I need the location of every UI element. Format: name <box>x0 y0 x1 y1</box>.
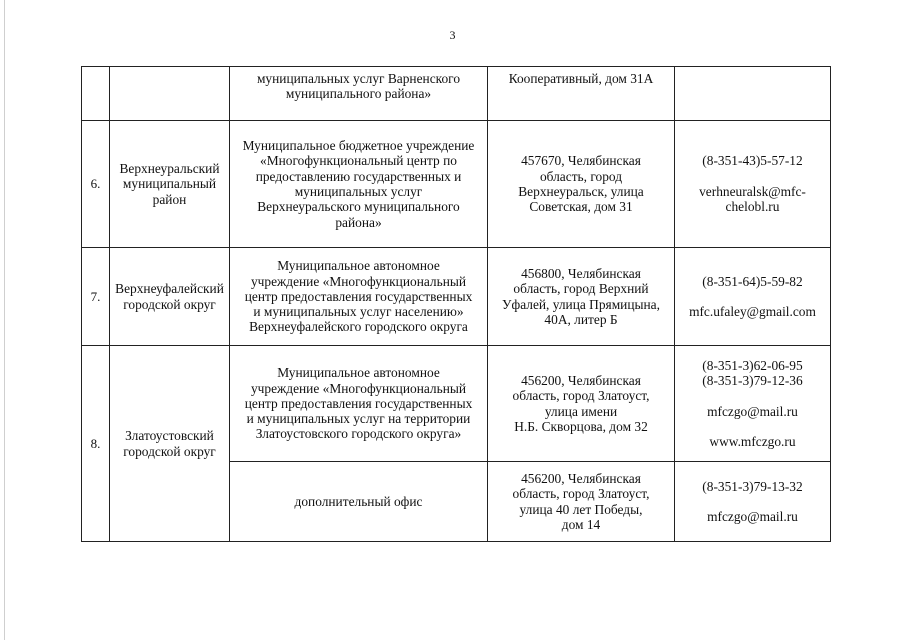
contacts-cell: (8-351-3)79-13-32 mfczgo@mail.ru <box>675 462 831 542</box>
page-number: 3 <box>449 28 456 42</box>
table-row <box>82 346 831 462</box>
address-cell: 456200, Челябинская область, город Златоуст, улица имени Н.Б. Скворцова, дом 32 <box>488 346 675 462</box>
contacts-cell <box>675 67 831 121</box>
organization-cell: Муниципальное автономное учреждение «Многофункциональный центр предоставления государственных и муниципальных услуг на территории Златоустовского городского округа» <box>230 346 488 462</box>
municipality-cell: Златоустовский городской округ <box>110 346 230 542</box>
address-cell: 457670, Челябинская область, город Верхнеуральск, улица Советская, дом 31 <box>488 121 675 248</box>
table-row <box>82 248 831 346</box>
mfc-offices-table <box>81 66 831 542</box>
page-edge-line <box>4 0 5 640</box>
row-number-cell: 8. <box>82 346 110 542</box>
organization-cell: муниципальных услуг Варненского муниципального района» <box>230 67 488 121</box>
contacts-cell: (8-351-64)5-59-82 mfc.ufaley@gmail.com <box>675 248 831 346</box>
municipality-cell: Верхнеуфалейский городской округ <box>110 248 230 346</box>
table-row <box>82 121 831 248</box>
municipality-cell <box>110 67 230 121</box>
row-number-cell: 7. <box>82 248 110 346</box>
table-row <box>82 67 831 121</box>
row-number-cell: 6. <box>82 121 110 248</box>
contacts-cell: (8-351-43)5-57-12 verhneuralsk@mfc- chelobl.ru <box>675 121 831 248</box>
organization-cell: Муниципальное бюджетное учреждение «Многофункциональный центр по предоставлению государственных и муниципальных услуг Верхнеуральского муниципального района» <box>230 121 488 248</box>
organization-cell: дополнительный офис <box>230 462 488 542</box>
row-number-cell <box>82 67 110 121</box>
address-cell: 456800, Челябинская область, город Верхний Уфалей, улица Прямицына, 40А, литер Б <box>488 248 675 346</box>
municipality-cell: Верхнеуральский муниципальный район <box>110 121 230 248</box>
address-cell: Кооперативный, дом 31А <box>488 67 675 121</box>
organization-cell: Муниципальное автономное учреждение «Многофункциональный центр предоставления государственных и муниципальных услуг населению» Верхнеуфалейского городского округа <box>230 248 488 346</box>
address-cell: 456200, Челябинская область, город Златоуст, улица 40 лет Победы, дом 14 <box>488 462 675 542</box>
contacts-cell: (8-351-3)62-06-95 (8-351-3)79-12-36 mfczgo@mail.ru www.mfczgo.ru <box>675 346 831 462</box>
